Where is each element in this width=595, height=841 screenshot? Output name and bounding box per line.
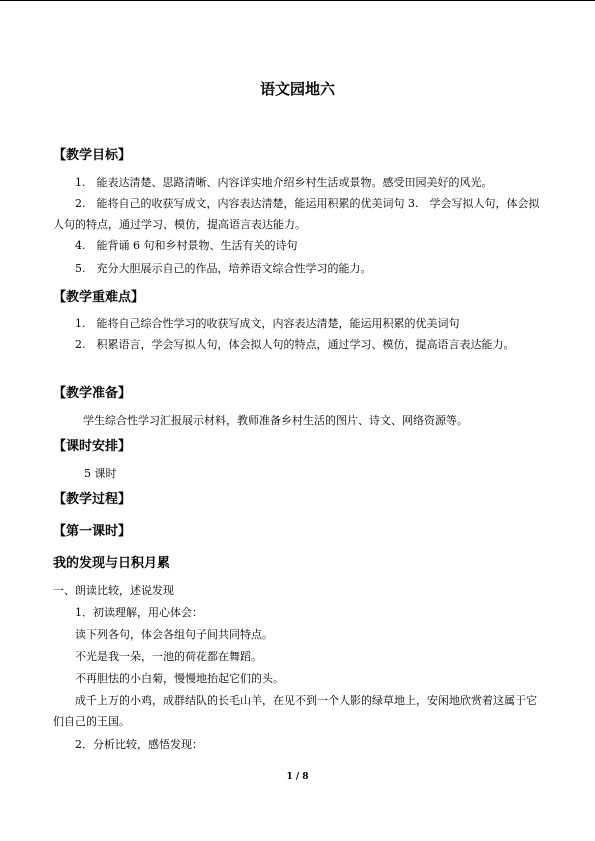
body-line-6: 成千上万的小鸡，成群结队的长毛山羊，在见不到一个人影的绿草地上，安闲地欣赏着这属于它们自己的王国。 xyxy=(53,694,537,728)
goal-4: 4. 能背诵 6 句和乡村景物、生活有关的诗句 xyxy=(75,239,298,252)
heading-process: 【教学过程】 xyxy=(53,492,132,507)
prep-text: 学生综合性学习汇报展示材料，教师准备乡村生活的图片、诗文、网络资源等。 xyxy=(83,414,468,427)
body-line-7: 2．分析比较，感悟发现： xyxy=(75,738,203,751)
heading-key-points: 【教学重难点】 xyxy=(53,290,145,305)
body-line-3: 读下列各句，体会各组句子间共同特点。 xyxy=(75,628,273,641)
body-line-5: 不再胆怯的小白菊，慢慢地抬起它们的头。 xyxy=(75,672,284,685)
schedule-text: 5 课时 xyxy=(84,467,117,480)
heading-lesson-1: 【第一课时】 xyxy=(53,524,132,539)
body-line-4: 不光是我一朵，一池的荷花都在舞蹈。 xyxy=(75,650,262,663)
goal-5: 5. 充分大胆展示自己的作品，培养语文综合性学习的能力。 xyxy=(75,262,372,275)
body-line-2: 1．初读理解，用心体会： xyxy=(75,606,203,619)
key-point-2: 2. 积累语言，学会写拟人句，体会拟人句的特点，通过学习、模仿，提高语言表达能力。 xyxy=(75,338,515,351)
page-top-rule xyxy=(0,0,595,1)
page-title: 语文园地六 xyxy=(259,80,335,98)
goal-1: 1. 能表达清楚、思路清晰、内容详实地介绍乡村生活或景物。感受田园美好的风光。 xyxy=(75,176,493,189)
subheading-discovery: 我的发现与日积月累 xyxy=(53,556,171,571)
key-point-1: 1. 能将自己综合性学习的收获写成文，内容表达清楚，能运用积累的优美词句 xyxy=(75,317,460,330)
heading-prep: 【教学准备】 xyxy=(53,386,132,401)
page-number: 1 / 8 xyxy=(286,772,309,782)
goal-2: 2. 能将自己的收获写成文，内容表达清楚，能运用积累的优美词句 3. 学会写拟人句，体会拟人句的特点，通过学习、模仿，提高语言表达能力。 xyxy=(53,197,540,231)
heading-schedule: 【课时安排】 xyxy=(53,439,132,454)
body-line-1: 一、朗读比较，述说发现 xyxy=(53,584,174,597)
heading-goals: 【教学目标】 xyxy=(53,148,132,163)
